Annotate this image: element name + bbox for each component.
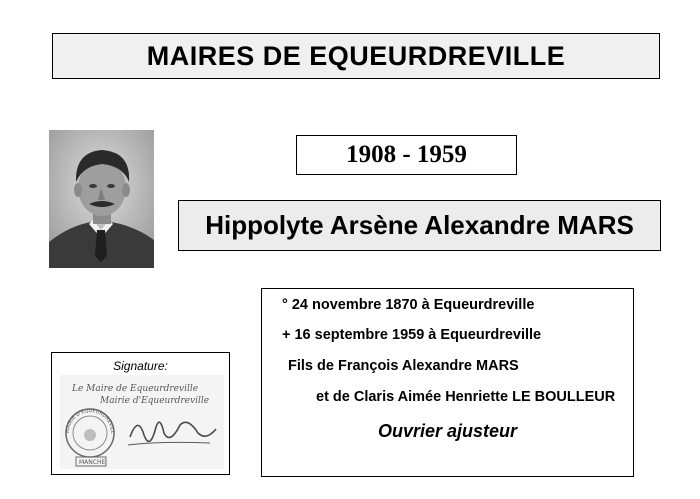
portrait-icon bbox=[49, 130, 154, 268]
svg-text:MANCHE: MANCHE bbox=[79, 459, 106, 466]
svg-text:MAIRIE D'EQUEURDREVILLE: MAIRIE D'EQUEURDREVILL bbox=[64, 407, 116, 434]
svg-text:Le Maire de Equeurdreville: Le Maire de Equeurdreville bbox=[72, 384, 199, 394]
svg-text:Mairie d'Equeurdreville: Mairie d'Equeurdreville bbox=[100, 396, 210, 406]
occupation-line: Ouvrier ajusteur bbox=[377, 421, 518, 441]
mother-line: et de Claris Aimée Henriette LE BOULLEUR bbox=[316, 389, 616, 405]
portrait-photo bbox=[49, 130, 154, 268]
death-line: + 16 septembre 1959 à Equeurdreville bbox=[282, 327, 542, 343]
term-years: 1908 - 1959 bbox=[296, 135, 517, 175]
signature-image bbox=[60, 375, 224, 469]
biography-box bbox=[261, 288, 634, 477]
birth-line: ° 24 novembre 1870 à Equeurdreville bbox=[282, 297, 535, 313]
mayor-name: Hippolyte Arsène Alexandre MARS bbox=[178, 200, 661, 251]
father-line: Fils de François Alexandre MARS bbox=[288, 358, 519, 374]
page-title: MAIRES DE EQUEURDREVILLE bbox=[52, 33, 660, 79]
signature-label: Signature: bbox=[113, 359, 168, 373]
signature-box bbox=[51, 352, 230, 475]
